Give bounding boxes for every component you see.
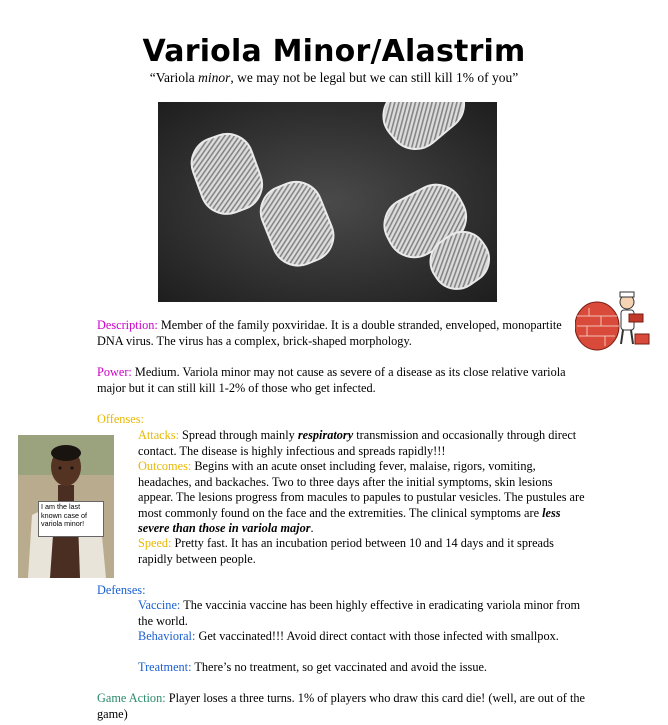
- behavioral-label: Behavioral:: [138, 629, 196, 643]
- speed-paragraph: Speed: Pretty fast. It has an incubation period between 10 and 14 days and it spreads rapidly between people.: [138, 536, 554, 566]
- portrait-caption: I am the last known case of variola minor!: [38, 501, 104, 537]
- outcomes-paragraph: Outcomes: Begins with an acute onset including fever, malaise, rigors, vomiting, headaches, and backaches. Two to three days after the initial symptoms, skin lesions appear. The lesions progress from macules to papules to pustular vesicles. The pustules are most commonly found on the face and the extremities. The clinical symptoms are less severe than those in variola major.: [138, 459, 585, 535]
- page-title: Variola Minor/Alastrim: [142, 34, 526, 69]
- offenses-heading: Offenses:: [97, 412, 144, 426]
- patient-portrait-image: [18, 435, 114, 578]
- virus-micrograph-image: [158, 102, 497, 302]
- treatment-label: Treatment:: [138, 660, 192, 674]
- behavioral-paragraph: Behavioral: Get vaccinated!!! Avoid direct contact with those infected with smallpox.: [138, 629, 559, 643]
- description-paragraph: Description: Member of the family poxviridae. It is a double stranded, enveloped, monopartite DNA virus. The virus has a complex, brick-shaped morphology.: [97, 318, 562, 348]
- game-action-label: Game Action:: [97, 691, 166, 705]
- vaccine-label: Vaccine:: [138, 598, 181, 612]
- outcomes-label: Outcomes:: [138, 459, 192, 473]
- power-paragraph: Power: Medium. Variola minor may not cause as severe of a disease as its close relative variola major but it can still kill 1-2% of those who get infected.: [97, 365, 566, 395]
- attacks-paragraph: Attacks: Spread through mainly respiratory transmission and occasionally through direct contact. The disease is highly infectious and spreads rapidly!!!: [138, 428, 577, 458]
- description-label: Description:: [97, 318, 158, 332]
- vaccine-paragraph: Vaccine: The vaccinia vaccine has been highly effective in eradicating variola minor from the world.: [138, 598, 581, 628]
- defenses-heading: Defenses:: [97, 583, 146, 597]
- page-subtitle: “Variola minor, we may not be legal but we can still kill 1% of you”: [149, 70, 519, 85]
- attacks-label: Attacks:: [138, 428, 179, 442]
- speed-label: Speed:: [138, 536, 172, 550]
- game-action-paragraph: Game Action: Player loses a three turns. 1% of players who draw this card die! (well, are out of the game): [97, 691, 585, 721]
- treatment-paragraph: Treatment: There’s no treatment, so get vaccinated and avoid the issue.: [138, 660, 488, 674]
- power-label: Power:: [97, 365, 132, 379]
